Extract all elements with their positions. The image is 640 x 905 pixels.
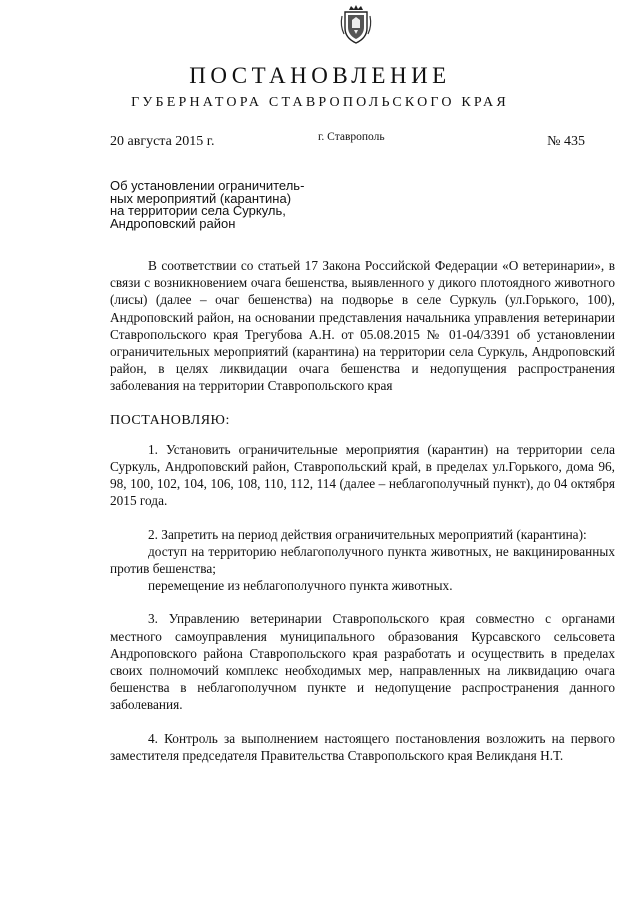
subject-line: Андроповский район [110,215,236,231]
decree-heading: ПОСТАНОВЛЯЮ: [110,412,230,428]
item-4-paragraph: 4. Контроль за выполнением настоящего постановления возложить на первого заместителя председателя Правительства Ставропольского края Великданя Н.Т. [110,730,615,763]
preamble-paragraph: В соответствии со статьей 17 Закона Российской Федерации «О ветеринарии», в связи с возникновением очага бешенства, выявленного у дикого плотоядного животного (лисы) (далее – очаг бешенства) на подворье в селе Суркуль (ул.Горького, 100), Андроповский район, на основании представления начальника управления ветеринарии Ставропольского края Трегубова А.Н. от 05.08.2015 № 01-04/3391 об установлении ограничительных мероприятий (карантина) на территории села Суркуль, Андроповский район, в целях ликвидации очага бешенства и недопущения распространения заболевания на территории Ставропольского края [110,258,615,394]
item-2-paragraph: 2. Запретить на период действия ограничительных мероприятий (карантина): [148,526,587,542]
document-city: г. Ставрополь [318,131,385,143]
document-subject [110,180,340,230]
item-3-paragraph: 3. Управлению ветеринарии Ставропольского края совместно с органами местного самоуправления муниципального образования Курсавского сельсовета Андроповского района Ставропольского края разработать и осуществить в пределах своих полномочий комплекс необходимых мер, направленных на ликвидацию очага бешенства в неблагополучном пункте и недопущение распространения данного заболевания. [110,611,615,713]
subject-line: на территории села Суркуль, [110,203,286,218]
document-body [110,257,615,764]
coat-of-arms-icon [339,4,373,46]
subject-line: Об установлении ограничитель- [110,178,305,193]
document-number: № 435 [547,134,585,149]
subject-line: ных мероприятий (карантина) [110,190,292,206]
item-2b-paragraph: перемещение из неблагополучного пункта животных. [148,578,453,594]
issuing-authority: ГУБЕРНАТОРА СТАВРОПОЛЬСКОГО КРАЯ [131,95,509,110]
item-1-paragraph: 1. Установить ограничительные мероприятия (карантин) на территории села Суркуль, Андроповский район, Ставропольский край, в пределах ул.Горького, дома 96, 98, 100, 102, 104, 106, 108, 110, 112, 114 (далее – неблагополучный пункт), до 04 октября 2015 года. [110,441,615,509]
item-2a-paragraph: доступ на территорию неблагополучного пункта животных, не вакцинированных против бешенства; [110,543,615,577]
document-title: ПОСТАНОВЛЕНИЕ [189,63,451,88]
document-date: 20 августа 2015 г. [110,134,215,149]
